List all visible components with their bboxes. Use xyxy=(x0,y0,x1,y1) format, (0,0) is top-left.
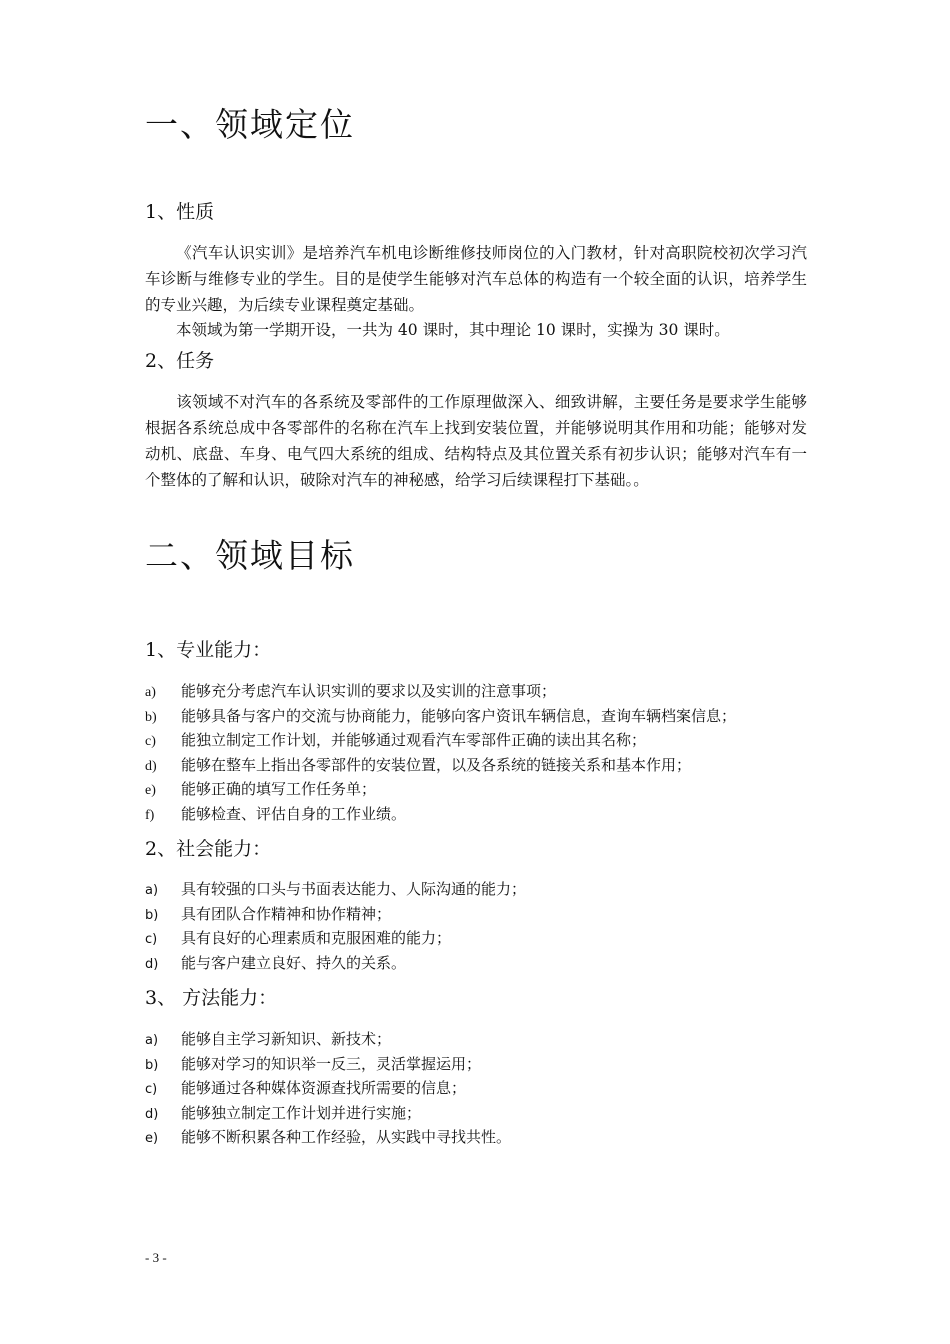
list-marker: c) xyxy=(145,734,156,749)
list-item xyxy=(145,1125,825,1150)
paragraph-task xyxy=(145,389,807,493)
list-marker: d) xyxy=(145,758,157,774)
list-item-text: 能够通过各种媒体资源查找所需要的信息； xyxy=(181,1079,467,1097)
list-method-ability xyxy=(145,1027,825,1150)
paragraph-nature-hours-text: 本领域为第一学期开设，一共为 40 课时，其中理论 10 课时，实操为 30 课时。 xyxy=(176,321,730,339)
list-professional-ability xyxy=(145,679,825,826)
list-item-text: 具有良好的心理素质和克服困难的能力； xyxy=(181,929,452,947)
list-item-text: 能够在整车上指出各零部件的安装位置，以及各系统的链接关系和基本作用； xyxy=(181,755,692,774)
paragraph-nature-intro-text: 《汽车认识实训》是培养汽车机电诊断维修技师岗位的入门教材，针对高职院校初次学习汽车诊断与维修专业的学生。目的是使学生能够对汽车总体的构造有一个较全面的认识，培养学生的专业兴趣，为后续专业课程奠定基础。 xyxy=(145,244,807,314)
list-marker: d) xyxy=(145,1106,159,1122)
list-item-text: 能独立制定工作计划，并能够通过观看汽车零部件正确的读出其名称； xyxy=(181,731,647,749)
list-item xyxy=(145,777,825,802)
list-item-text: 能够不断积累各种工作经验，从实践中寻找共性。 xyxy=(181,1128,512,1146)
list-item-text: 具有较强的口头与书面表达能力、人际沟通的能力； xyxy=(181,880,527,898)
list-item xyxy=(145,1076,825,1101)
list-item xyxy=(145,877,825,902)
list-marker: d) xyxy=(145,956,159,972)
list-marker: c) xyxy=(145,932,158,947)
list-item xyxy=(145,902,825,927)
list-item xyxy=(145,926,825,951)
list-item xyxy=(145,802,825,827)
list-item xyxy=(145,1052,825,1077)
list-item-text: 能够自主学习新知识、新技术； xyxy=(181,1030,392,1048)
list-item xyxy=(145,704,825,729)
list-marker: b) xyxy=(145,907,159,923)
paragraph-nature-intro xyxy=(145,240,807,318)
page-number: - 3 - xyxy=(145,1250,167,1265)
list-item xyxy=(145,1027,825,1052)
list-item-text: 能够检查、评估自身的工作业绩。 xyxy=(181,804,407,823)
list-item xyxy=(145,951,825,976)
heading-nature: 1、性质 xyxy=(145,201,215,223)
list-marker: b) xyxy=(145,1057,159,1073)
heading-method-ability: 3、 方法能力： xyxy=(145,987,278,1009)
list-marker: c) xyxy=(145,1082,158,1097)
list-marker: b) xyxy=(145,709,157,725)
heading-professional-ability: 1、专业能力： xyxy=(145,639,272,661)
list-marker: a) xyxy=(145,883,159,898)
list-marker: e) xyxy=(145,1131,159,1146)
list-item xyxy=(145,728,825,753)
list-item xyxy=(145,1101,825,1126)
list-item-text: 具有团队合作精神和协作精神； xyxy=(181,904,392,923)
paragraph-nature-hours xyxy=(145,317,807,343)
list-marker: f) xyxy=(145,807,155,823)
list-social-ability xyxy=(145,877,825,975)
list-item xyxy=(145,753,825,778)
list-item xyxy=(145,679,825,704)
list-item-text: 能够对学习的知识举一反三，灵活掌握运用； xyxy=(181,1054,482,1073)
list-marker: a) xyxy=(145,685,156,700)
list-item-text: 能够具备与客户的交流与协商能力，能够向客户资讯车辆信息，查询车辆档案信息； xyxy=(181,706,737,725)
section-title-positioning: 一、领域定位 xyxy=(145,105,355,144)
paragraph-task-text: 该领域不对汽车的各系统及零部件的工作原理做深入、细致讲解，主要任务是要求学生能够根据各系统总成中各零部件的名称在汽车上找到安装位置，并能够说明其作用和功能；能够对发动机、底盘、车身、电气四大系统的组成、结构特点及其位置关系有初步认识；能够对汽车有一个整体的了解和认识，破除对汽车的神秘感，给学习后续课程打下基础。。 xyxy=(145,393,807,489)
list-item-text: 能够独立制定工作计划并进行实施； xyxy=(181,1103,422,1122)
list-item-text: 能够正确的填写工作任务单； xyxy=(181,780,377,798)
list-item-text: 能与客户建立良好、持久的关系。 xyxy=(181,953,407,972)
list-item-text: 能够充分考虑汽车认识实训的要求以及实训的注意事项； xyxy=(181,682,557,700)
list-marker: e) xyxy=(145,783,156,798)
section-title-objectives: 二、领域目标 xyxy=(145,536,355,575)
list-marker: a) xyxy=(145,1033,159,1048)
heading-task: 2、任务 xyxy=(145,350,215,372)
heading-social-ability: 2、社会能力： xyxy=(145,838,272,860)
